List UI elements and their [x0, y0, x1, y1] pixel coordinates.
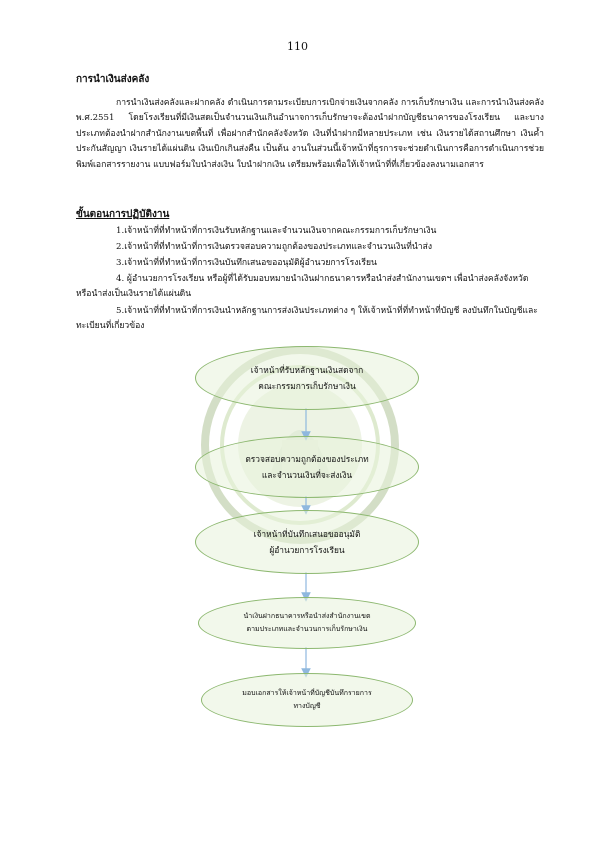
flow-node-deposit	[198, 597, 416, 649]
step-2: 2.เจ้าหน้าที่ที่ทำหน้าที่การเงินตรวจสอบความถูกต้องของประเภทและจำนวนเงินที่นำส่ง	[116, 242, 433, 252]
flow-node-line: นำเงินฝากธนาคารหรือนำส่งสำนักงานเขต	[243, 612, 371, 620]
flow-node-receive-cash	[195, 346, 419, 410]
flow-node-line: มอบเอกสารให้เจ้าหน้าที่บัญชีบันทึกรายการ	[242, 689, 372, 697]
step-4: 4. ผู้อำนวยการโรงเรียน หรือผู้ที่ได้รับมอบหมายนำเงินฝากธนาคารหรือนำส่งสำนักงานเขตฯ เพื่อนำส่งคลังจังหวัด หรือนำส่งเป็นเงินรายได้แผ่นดิน	[76, 274, 529, 300]
flow-node-line: เจ้าหน้าที่บันทึกเสนอขออนุมัติ	[253, 529, 361, 539]
flow-node-line: เจ้าหน้าที่รับหลักฐานเงินสดจาก	[250, 365, 364, 375]
step-3: 3.เจ้าหน้าที่ที่ทำหน้าที่การเงินบันทึกเสนอขออนุมัติผู้อำนวยการโรงเรียน	[116, 258, 377, 268]
steps-title: ขั้นตอนการปฏิบัติงาน	[76, 209, 170, 220]
step-1: 1.เจ้าหน้าที่ที่ทำหน้าที่การเงินรับหลักฐานและจำนวนเงินจากคณะกรรมการเก็บรักษาเงิน	[116, 226, 437, 236]
flow-node-line: ตามประเภทและจำนวนการเก็บรักษาเงิน	[246, 625, 368, 633]
flow-node-line: ตรวจสอบความถูกต้องของประเภท	[245, 454, 369, 464]
page-number: 110	[287, 40, 308, 53]
flow-node-line: และจำนวนเงินที่จะส่งเงิน	[261, 470, 353, 480]
flow-node-verify	[195, 436, 419, 498]
step-5: 5.เจ้าหน้าที่ที่ทำหน้าที่การเงินนำหลักฐานการส่งเงินประเภทต่าง ๆ ให้เจ้าหน้าที่ที่ทำหน้าที่บัญชี ลงบันทึกในบัญชีและ ทะเบียนที่เกี่ยวข้อง	[76, 306, 538, 332]
flow-node-line: คณะกรรมการเก็บรักษาเงิน	[258, 381, 356, 391]
flow-node-line: ทางบัญชี	[293, 702, 321, 710]
flow-node-line: ผู้อำนวยการโรงเรียน	[269, 545, 345, 555]
intro-paragraph: การนำเงินส่งคลังและฝากคลัง ดำเนินการตามระเบียบการเบิกจ่ายเงินจากคลัง การเก็บรักษาเงิน และการนำเงินส่งคลัง พ.ศ.2551 โดยโรงเรียนที่มีเงินสดเป็นจำนวนเงินเกินอำนาจการเก็บรักษาจะต้องนำฝากบัญชีธนาคารของโรงเรียน และบางประเภทต้องนำฝากสำนักงานเขตพื้นที่ เพื่อฝากสำนักคลังจังหวัด เงินที่นำฝากมีหลายประเภท เช่น เงินรายได้สถานศึกษา เงินค้ำประกันสัญญา เงินรายได้แผ่นดิน เงินเบิกเกินส่งคืน เป็นต้น งานในส่วนนี้เจ้าหน้าที่ธุรการจะช่วยดำเนินการคือการดำเนินการช่วยพิมพ์เอกสารรายงาน แบบฟอร์มใบนำส่งเงิน ใบนำฝากเงิน เตรียมพร้อมเพื่อให้เจ้าหน้าที่ที่เกี่ยวข้องลงนามเอกสาร	[76, 98, 544, 170]
flow-node-request-approval	[195, 510, 419, 574]
section-title: การนำเงินส่งคลัง	[76, 74, 150, 85]
flow-node-accounting	[201, 673, 413, 727]
